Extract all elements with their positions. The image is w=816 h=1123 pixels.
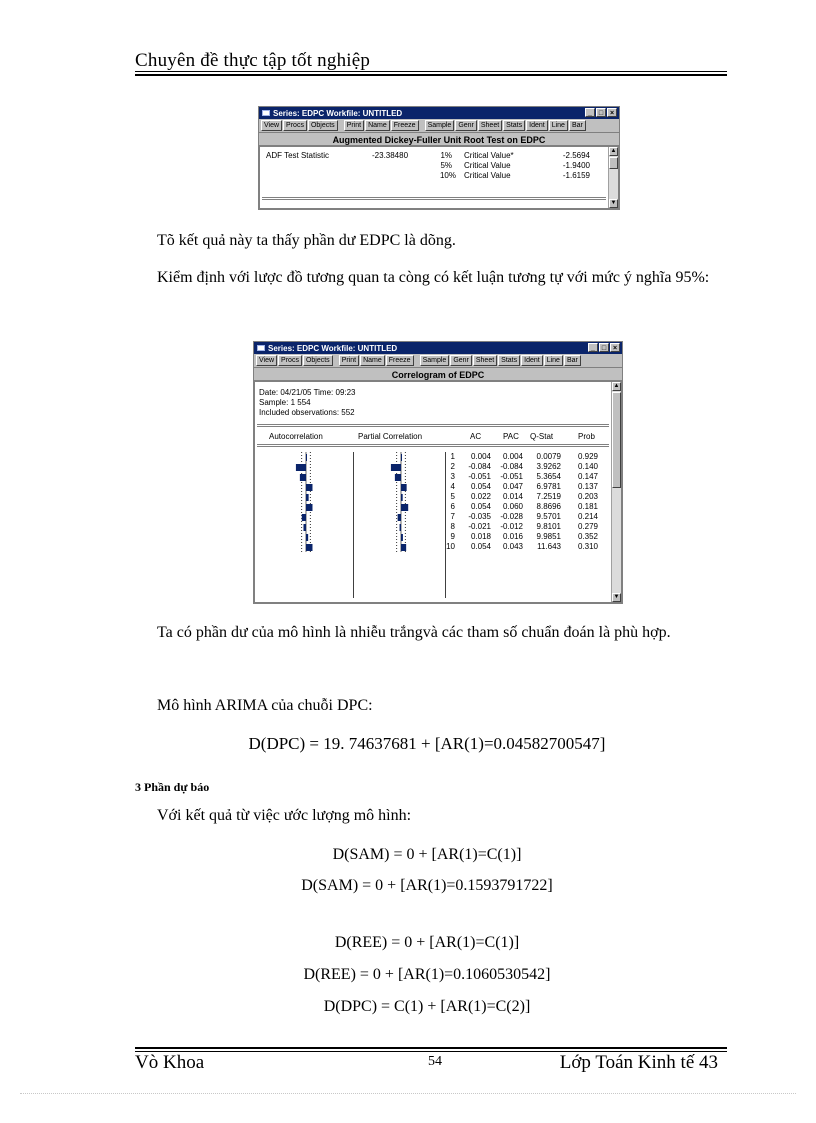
- equation-dpc-estimated: D(DPC) = 19. 74637681 + [AR(1)=0.04582700547]: [248, 734, 606, 753]
- minimize-icon[interactable]: _: [588, 343, 598, 352]
- equation-dpc-general: D(DPC) = C(1) + [AR(1)=C(2)]: [323, 998, 531, 1015]
- correlogram-cell-pac: 0.014: [502, 492, 523, 501]
- scroll-thumb[interactable]: [612, 392, 621, 488]
- adf-window-titlebar[interactable]: [259, 107, 619, 119]
- toolbar-bar-button[interactable]: Bar: [564, 355, 581, 366]
- corr-vertical-scrollbar[interactable]: [611, 382, 621, 602]
- autocorrelation-bar: [306, 544, 312, 551]
- autocorrelation-bar: [306, 484, 312, 491]
- correlogram-cell-pac: 0.004: [502, 452, 523, 461]
- adf-stat-label: ADF Test Statistic: [266, 151, 329, 160]
- maximize-icon[interactable]: □: [596, 108, 606, 117]
- partial-correlation-bar: [398, 514, 401, 521]
- correlogram-cell-pac: -0.012: [500, 522, 523, 531]
- correlogram-cell-ac: 0.054: [470, 482, 491, 491]
- scroll-up-icon[interactable]: ▲: [613, 383, 620, 389]
- partial-correlation-bar: [401, 504, 408, 511]
- correlogram-cell-q: 3.9262: [536, 462, 561, 471]
- correlogram-cell-ac: 0.054: [470, 542, 491, 551]
- corr-pane-title: Correlogram of EDPC: [254, 367, 622, 381]
- correlogram-cell-q: 8.8696: [536, 502, 561, 511]
- corr-separator-header: [257, 444, 609, 447]
- toolbar-view-button[interactable]: View: [261, 120, 282, 131]
- correlogram-cell-prob: 0.279: [577, 522, 598, 531]
- correlogram-cell-lag: 7: [450, 512, 455, 521]
- correlogram-cell-pac: 0.047: [502, 482, 523, 491]
- corr-date-line: Date: 04/21/05 Time: 09:23: [259, 388, 356, 397]
- toolbar-sheet-button[interactable]: Sheet: [478, 120, 502, 131]
- correlogram-cell-q: 7.2519: [536, 492, 561, 501]
- toolbar-line-button[interactable]: Line: [549, 120, 568, 131]
- correlogram-cell-q: 0.0079: [536, 452, 561, 461]
- adf-stat-value: -23.38480: [372, 151, 409, 160]
- maximize-icon[interactable]: □: [599, 343, 609, 352]
- correlogram-cell-prob: 0.352: [577, 532, 598, 541]
- correlogram-output-area: [254, 381, 622, 603]
- toolbar-sample-button[interactable]: Sample: [425, 120, 455, 131]
- toolbar-print-button[interactable]: Print: [344, 120, 364, 131]
- correlogram-cell-lag: 10: [446, 542, 455, 551]
- critical-level: 5%: [440, 161, 452, 170]
- footer-class: Lớp Toán Kinh tế 43: [559, 1052, 718, 1073]
- correlogram-cell-pac: -0.051: [500, 472, 523, 481]
- bottom-dotted-border: [20, 1093, 796, 1094]
- correlogram-cell-prob: 0.181: [577, 502, 598, 511]
- correlogram-cell-prob: 0.203: [577, 492, 598, 501]
- correlogram-cell-prob: 0.137: [577, 482, 598, 491]
- toolbar-line-button[interactable]: Line: [544, 355, 563, 366]
- autocorrelation-bar: [306, 504, 312, 511]
- critical-level: 10%: [439, 171, 456, 180]
- correlogram-cell-prob: 0.929: [577, 452, 598, 461]
- correlogram-cell-ac: 0.054: [470, 502, 491, 511]
- critical-value: -2.5694: [562, 151, 590, 160]
- autocorrelation-bar: [306, 454, 307, 461]
- scroll-down-icon[interactable]: ▼: [610, 200, 617, 206]
- col-header-qstat: Q-Stat: [530, 432, 554, 441]
- partial-correlation-bar: [400, 524, 401, 531]
- adf-test-window[interactable]: [258, 106, 620, 210]
- toolbar-genr-button[interactable]: Genr: [450, 355, 472, 366]
- toolbar-stats-button[interactable]: Stats: [503, 120, 525, 131]
- toolbar-freeze-button[interactable]: Freeze: [391, 120, 419, 131]
- correlogram-cell-pac: 0.043: [502, 542, 523, 551]
- adf-window-title: Series: EDPC Workfile: UNTITLED: [273, 108, 403, 118]
- adf-toolbar: [259, 119, 619, 132]
- equation-sam-estimated: D(SAM) = 0 + [AR(1)=0.1593791722]: [301, 877, 553, 894]
- correlogram-cell-pac: -0.028: [500, 512, 523, 521]
- correlogram-cell-lag: 5: [450, 492, 455, 501]
- correlogram-cell-q: 5.3654: [536, 472, 561, 481]
- correlogram-cell-q: 6.9781: [536, 482, 561, 491]
- col-header-pac: PAC: [503, 432, 519, 441]
- correlogram-cell-lag: 9: [450, 532, 455, 541]
- correlogram-cell-q: 9.9851: [536, 532, 561, 541]
- autocorrelation-bar: [300, 474, 306, 481]
- toolbar-objects-button[interactable]: Objects: [303, 355, 333, 366]
- correlogram-cell-prob: 0.147: [577, 472, 598, 481]
- window-app-icon: [262, 110, 270, 116]
- corr-window-titlebar[interactable]: [254, 342, 622, 354]
- header-rule: [135, 71, 727, 72]
- equation-sam-general: D(SAM) = 0 + [AR(1)=C(1)]: [332, 846, 522, 863]
- correlogram-cell-lag: 1: [450, 452, 455, 461]
- partial-correlation-bar: [401, 454, 402, 461]
- correlogram-cell-ac: -0.021: [468, 522, 491, 531]
- adf-separator: [262, 197, 606, 200]
- partial-correlation-bar: [401, 534, 403, 541]
- autocorrelation-bar: [306, 494, 309, 501]
- correlogram-cell-lag: 3: [450, 472, 455, 481]
- header-rule-thick: [135, 74, 727, 76]
- toolbar-stats-button[interactable]: Stats: [498, 355, 520, 366]
- corr-separator-top: [257, 424, 609, 427]
- section-title-forecast: 3 Phần dự báo: [135, 780, 210, 794]
- correlogram-cell-lag: 2: [450, 462, 455, 471]
- correlogram-cell-pac: 0.060: [502, 502, 523, 511]
- correlogram-cell-prob: 0.310: [577, 542, 598, 551]
- partial-correlation-bar: [391, 464, 401, 471]
- correlogram-cell-lag: 4: [450, 482, 455, 491]
- toolbar-sheet-button[interactable]: Sheet: [473, 355, 497, 366]
- correlogram-cell-ac: -0.051: [468, 472, 491, 481]
- col-header-prob: Prob: [578, 432, 595, 441]
- toolbar-bar-button[interactable]: Bar: [569, 120, 586, 131]
- col-header-ac: AC: [470, 432, 482, 441]
- page-header-title: Chuyên đề thực tập tốt nghiệp: [135, 50, 371, 71]
- critical-value: -1.6159: [562, 171, 590, 180]
- correlogram-bars: [255, 450, 455, 600]
- page-number: 54: [428, 1054, 442, 1069]
- correlogram-cell-q: 9.5701: [536, 512, 561, 521]
- paragraph-correlogram-intro: Kiểm định với lược đồ tương quan ta còng có kết luận tương tự với mức ý nghĩa 95%:: [157, 269, 710, 286]
- footer-rule-thick: [135, 1047, 727, 1049]
- correlogram-cell-ac: -0.084: [468, 462, 491, 471]
- autocorrelation-bar: [302, 514, 306, 521]
- critical-label: Critical Value: [464, 161, 511, 170]
- paragraph-residual-stationary: Tõ kết quả này ta thấy phần dư EDPC là dõng.: [157, 232, 456, 249]
- paragraph-white-noise: Ta có phần dư của mô hình là nhiễu trắngvà các tham số chuẩn đoán là phù hợp.: [157, 624, 671, 641]
- toolbar-objects-button[interactable]: Objects: [308, 120, 338, 131]
- toolbar-procs-button[interactable]: Procs: [283, 120, 307, 131]
- correlogram-cell-ac: 0.018: [470, 532, 491, 541]
- adf-pane-title: Augmented Dickey-Fuller Unit Root Test on EDPC: [259, 132, 619, 146]
- partial-correlation-bar: [395, 474, 401, 481]
- correlogram-cell-ac: 0.004: [470, 452, 491, 461]
- critical-label: Critical Value*: [464, 151, 514, 160]
- autocorrelation-bar: [296, 464, 306, 471]
- autocorrelation-bar: [306, 534, 308, 541]
- window-app-icon: [257, 345, 265, 351]
- toolbar-name-button[interactable]: Name: [365, 120, 390, 131]
- close-icon[interactable]: ×: [610, 343, 620, 352]
- equation-ree-estimated: D(REE) = 0 + [AR(1)=0.1060530542]: [303, 966, 551, 983]
- corr-sample-line: Sample: 1 554: [259, 398, 311, 407]
- toolbar-sample-button[interactable]: Sample: [420, 355, 450, 366]
- scroll-thumb[interactable]: [609, 157, 618, 169]
- partial-correlation-bar: [401, 484, 407, 491]
- correlogram-cell-q: 9.8101: [536, 522, 561, 531]
- col-header-partial-correlation: Partial Correlation: [358, 432, 423, 441]
- partial-correlation-bar: [401, 494, 403, 501]
- corr-toolbar: [254, 354, 622, 367]
- corr-window-title: Series: EDPC Workfile: UNTITLED: [268, 343, 398, 353]
- toolbar-ident-button[interactable]: Ident: [526, 120, 548, 131]
- toolbar-genr-button[interactable]: Genr: [455, 120, 477, 131]
- autocorrelation-bar: [303, 524, 306, 531]
- critical-label: Critical Value: [464, 171, 511, 180]
- correlogram-cell-prob: 0.214: [577, 512, 598, 521]
- correlogram-cell-lag: 6: [450, 502, 455, 511]
- scroll-up-icon[interactable]: ▲: [610, 148, 617, 154]
- col-header-autocorrelation: Autocorrelation: [269, 432, 323, 441]
- adf-output-area: [259, 146, 619, 209]
- equation-ree-general: D(REE) = 0 + [AR(1)=C(1)]: [334, 934, 520, 951]
- partial-correlation-bar: [401, 544, 406, 551]
- correlogram-cell-q: 11.643: [537, 542, 561, 551]
- toolbar-print-button[interactable]: Print: [339, 355, 359, 366]
- scroll-down-icon[interactable]: ▼: [613, 594, 620, 600]
- paragraph-estimation-results: Với kết quả từ việc ước lượng mô hình:: [157, 807, 412, 824]
- critical-value: -1.9400: [562, 161, 590, 170]
- minimize-icon[interactable]: _: [585, 108, 595, 117]
- toolbar-procs-button[interactable]: Procs: [278, 355, 302, 366]
- correlogram-cell-lag: 8: [450, 522, 455, 531]
- toolbar-freeze-button[interactable]: Freeze: [386, 355, 414, 366]
- correlogram-cell-prob: 0.140: [577, 462, 598, 471]
- footer-author: Vò Khoa: [135, 1052, 205, 1073]
- correlogram-window[interactable]: [253, 341, 623, 604]
- toolbar-name-button[interactable]: Name: [360, 355, 385, 366]
- correlogram-cell-ac: 0.022: [470, 492, 491, 501]
- correlogram-cell-pac: -0.084: [500, 462, 523, 471]
- correlogram-cell-pac: 0.016: [502, 532, 523, 541]
- adf-vertical-scrollbar[interactable]: [608, 147, 618, 208]
- critical-level: 1%: [440, 151, 452, 160]
- toolbar-view-button[interactable]: View: [256, 355, 277, 366]
- close-icon[interactable]: ×: [607, 108, 617, 117]
- paragraph-arima-dpc: Mô hình ARIMA của chuỗi DPC:: [157, 697, 373, 714]
- corr-observations-line: Included observations: 552: [259, 408, 355, 417]
- correlogram-cell-ac: -0.035: [468, 512, 491, 521]
- toolbar-ident-button[interactable]: Ident: [521, 355, 543, 366]
